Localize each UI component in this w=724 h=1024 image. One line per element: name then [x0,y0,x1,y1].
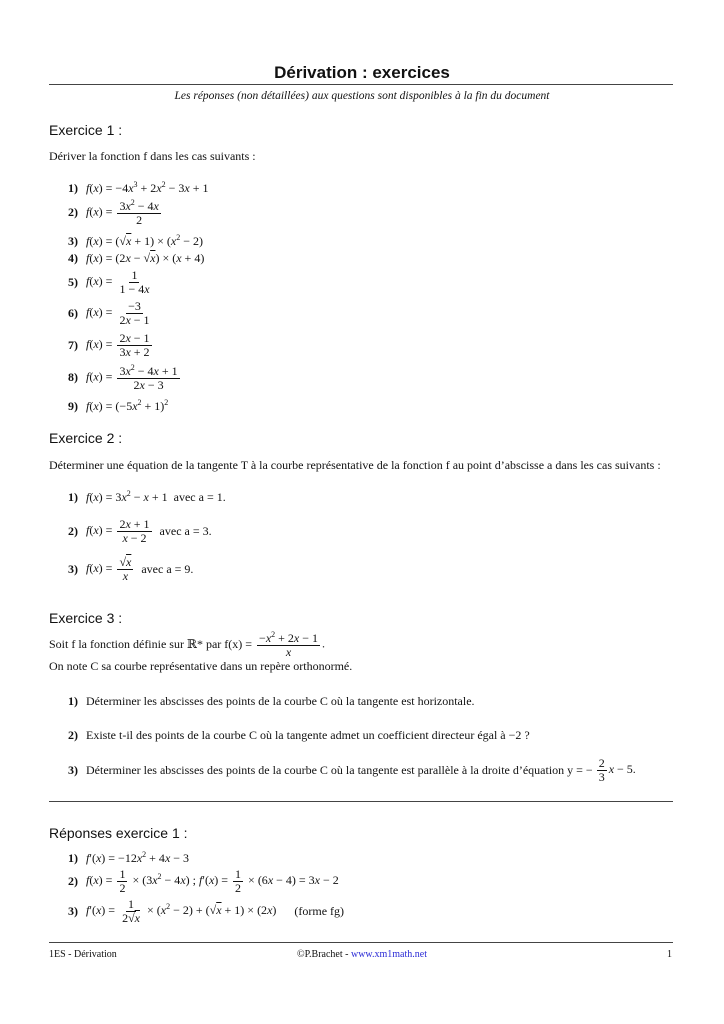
ex3-item-3: 3) Déterminer les abscisses des points de la courbe C où la tangente est parallèle à la droite d’équation y = − $\frac{2}{3}$ x − 5. [68,756,636,784]
page-title: Dérivation : exercices [274,63,450,82]
title-rule [49,84,673,85]
ex3-item-2: 2) Existe t-il des points de la courbe C où la tangente admet un coefficient directeur égal à −2 ? [68,728,530,742]
exercise-3-heading: Exercice 3 : [49,610,123,626]
footer-left: 1ES - Dérivation [49,949,117,960]
ex3-item-1: 1) Déterminer les abscisses des points de la courbe C où la tangente est horizontale. [68,694,475,708]
exercise-1-intro: Dériver la fonction f dans les cas suivants : [49,149,256,163]
ex2-item-1: 1) $f(x) = 3x^2 - x + 1$ avec a = 1. [68,489,226,504]
ex2-item-3: 3) f(x) = $\frac{√x}{x}$ avec a = 9. [68,555,194,583]
page-subtitle: Les réponses (non détaillées) aux questions sont disponibles à la fin du document [174,90,550,102]
answer-1: 1) $f'(x) = -12x^2 + 4x - 3$ [68,850,190,865]
exercise-1-heading: Exercice 1 : [49,122,123,138]
ex1-item-8: 8) f(x) = $\frac{3x^2 - 4x + 1}{2x - 3}$ [68,363,178,392]
ex1-item-7: 7) f(x) = $\frac{2x - 1}{3x + 2}$ [68,331,150,359]
ex1-item-4: 4) f(x) = (2x − √x) × (x + 4) [68,251,205,265]
ex2-item-2: 2) f(x) = $\frac{2x + 1}{x - 2}$ avec a = 3. [68,517,212,545]
footer-center: ©P.Brachet - www.xm1math.net [297,949,427,960]
ex1-item-6: 6) f(x) = $\frac{-3}{2x - 1}$ [68,299,150,327]
site-link[interactable]: www.xm1math.net [350,949,427,960]
page-number: 1 [667,949,672,960]
ex1-item-9: 9) $f(x) = (-5x^2 + 1)^2$ [68,398,169,413]
answers-1-heading: Réponses exercice 1 : [49,825,188,841]
exercise-2-intro: Déterminer une équation de la tangente T à la courbe représentative de la fonction f au point d’abscisse a dans les cas suivants : [49,458,661,472]
exercise-3-intro-1: Soit f la fonction définie sur ℝ* par f(x) = $\frac{-x^2 + 2x - 1}{x}$ . [49,630,326,659]
ex1-item-1: 1) $f(x) = -4x^3 + 2x^2 - 3x + 1$ [68,180,209,195]
exercise-2-heading: Exercice 2 : [49,430,123,446]
ex1-item-5: 5) f(x) = $\frac{1}{1 - 4x}$ [68,268,150,296]
answer-3: 3) f′(x) = $\frac{1}{2√x}$ × $(x^2 - 2) + (√x + 1) \times (2x)$ (forme fg) [68,897,345,925]
ex1-item-2: 2) f(x) = $\frac{3x^2 - 4x}{2}$ [68,198,159,227]
exercise-3-intro-2: On note C sa courbe représentative dans un repère orthonormé. [49,659,353,673]
section-rule [49,801,673,802]
ex1-item-3: 3) $f(x) = (√x + 1) \times (x^2 - 2)$ [68,233,203,248]
footer-rule [49,942,673,943]
answer-2: 2) f(x) = $\frac{1}{2}$ × $(3x^2 - 4x)$ ; f′(x) = $\frac{1}{2}$ × (6x − 4) = 3x − 2 [68,867,339,895]
